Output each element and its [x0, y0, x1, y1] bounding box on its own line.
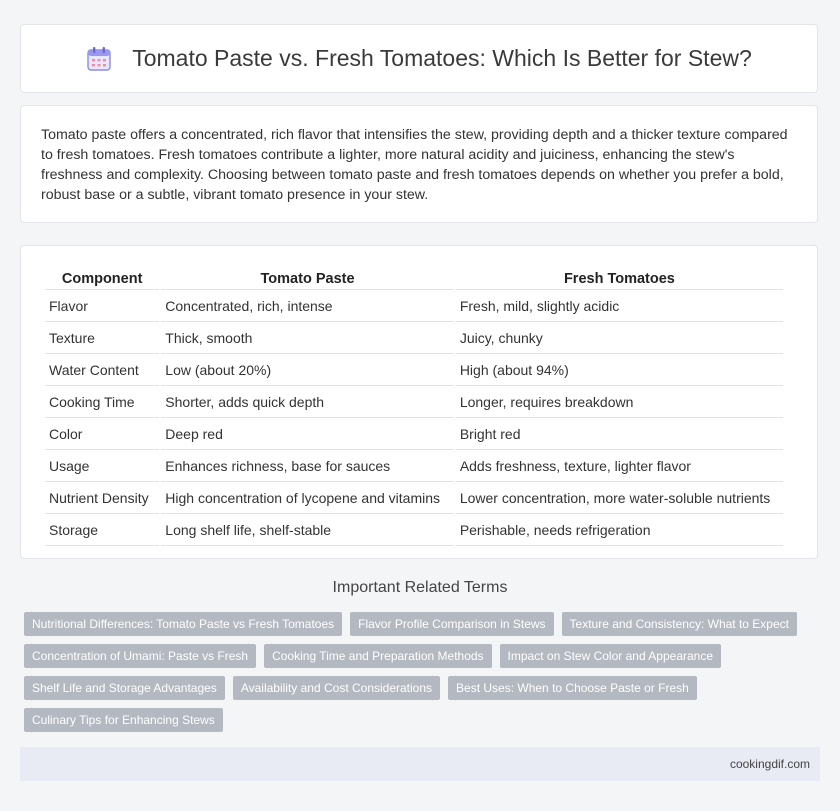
- table-cell: Texture: [45, 324, 159, 354]
- related-term-tag[interactable]: Concentration of Umami: Paste vs Fresh: [24, 644, 256, 668]
- table-row: [45, 356, 783, 386]
- table-cell: Usage: [45, 452, 159, 482]
- table-cell: Water Content: [45, 356, 159, 386]
- table-cell: Fresh, mild, slightly acidic: [456, 292, 783, 322]
- related-term-tag[interactable]: Impact on Stew Color and Appearance: [500, 644, 721, 668]
- table-row: [45, 452, 783, 482]
- related-terms-list: [24, 612, 804, 732]
- table-row: [45, 388, 783, 418]
- related-term-tag[interactable]: Nutritional Differences: Tomato Paste vs Fresh Tomatoes: [24, 612, 342, 636]
- table-row: [45, 292, 783, 322]
- column-header: Component: [45, 268, 159, 290]
- related-term-tag[interactable]: Texture and Consistency: What to Expect: [562, 612, 797, 636]
- table-row: [45, 484, 783, 514]
- table-row: [45, 420, 783, 450]
- table-cell: Low (about 20%): [161, 356, 454, 386]
- table-cell: Longer, requires breakdown: [456, 388, 783, 418]
- comparison-table-card: [20, 245, 818, 559]
- table-cell: High concentration of lycopene and vitamins: [161, 484, 454, 514]
- table-cell: Cooking Time: [45, 388, 159, 418]
- table-cell: Adds freshness, texture, lighter flavor: [456, 452, 783, 482]
- table-cell: Storage: [45, 516, 159, 546]
- table-cell: Perishable, needs refrigeration: [456, 516, 783, 546]
- related-term-tag[interactable]: Cooking Time and Preparation Methods: [264, 644, 491, 668]
- related-term-tag[interactable]: Availability and Cost Considerations: [233, 676, 440, 700]
- intro-card: [20, 105, 818, 223]
- intro-text: Tomato paste offers a concentrated, rich flavor that intensifies the stew, providing depth and a thicker texture compared to fresh tomatoes. Fresh tomatoes contribute a lighter, more natural acidity and juiciness, enhancing the stew's freshness and complexity. Choosing between tomato paste and fresh tomatoes depends on whether you prefer a bold, robust base or a subtle, vibrant tomato presence in your stew.: [41, 127, 788, 203]
- table-cell: Color: [45, 420, 159, 450]
- table-cell: Shorter, adds quick depth: [161, 388, 454, 418]
- header-card: [20, 24, 818, 93]
- footer: [20, 747, 820, 781]
- table-header-row: [45, 268, 783, 290]
- footer-site-link[interactable]: cookingdif.com: [729, 757, 810, 771]
- calendar-icon: [86, 46, 112, 72]
- table-cell: Concentrated, rich, intense: [161, 292, 454, 322]
- related-term-tag[interactable]: Culinary Tips for Enhancing Stews: [24, 708, 223, 732]
- table-cell: Flavor: [45, 292, 159, 322]
- table-cell: Bright red: [456, 420, 783, 450]
- related-terms-title: Important Related Terms: [332, 579, 508, 596]
- table-cell: Long shelf life, shelf-stable: [161, 516, 454, 546]
- table-row: [45, 516, 783, 546]
- table-cell: Enhances richness, base for sauces: [161, 452, 454, 482]
- table-cell: Deep red: [161, 420, 454, 450]
- table-cell: High (about 94%): [456, 356, 783, 386]
- related-term-tag[interactable]: Flavor Profile Comparison in Stews: [350, 612, 553, 636]
- related-term-tag[interactable]: Shelf Life and Storage Advantages: [24, 676, 225, 700]
- column-header: Fresh Tomatoes: [456, 268, 783, 290]
- table-cell: Thick, smooth: [161, 324, 454, 354]
- column-header: Tomato Paste: [161, 268, 454, 290]
- table-cell: Lower concentration, more water-soluble nutrients: [456, 484, 783, 514]
- related-term-tag[interactable]: Best Uses: When to Choose Paste or Fresh: [448, 676, 697, 700]
- table-cell: Nutrient Density: [45, 484, 159, 514]
- table-row: [45, 324, 783, 354]
- table-cell: Juicy, chunky: [456, 324, 783, 354]
- comparison-table: [43, 266, 785, 548]
- page-title: Tomato Paste vs. Fresh Tomatoes: Which Is Better for Stew?: [132, 45, 752, 71]
